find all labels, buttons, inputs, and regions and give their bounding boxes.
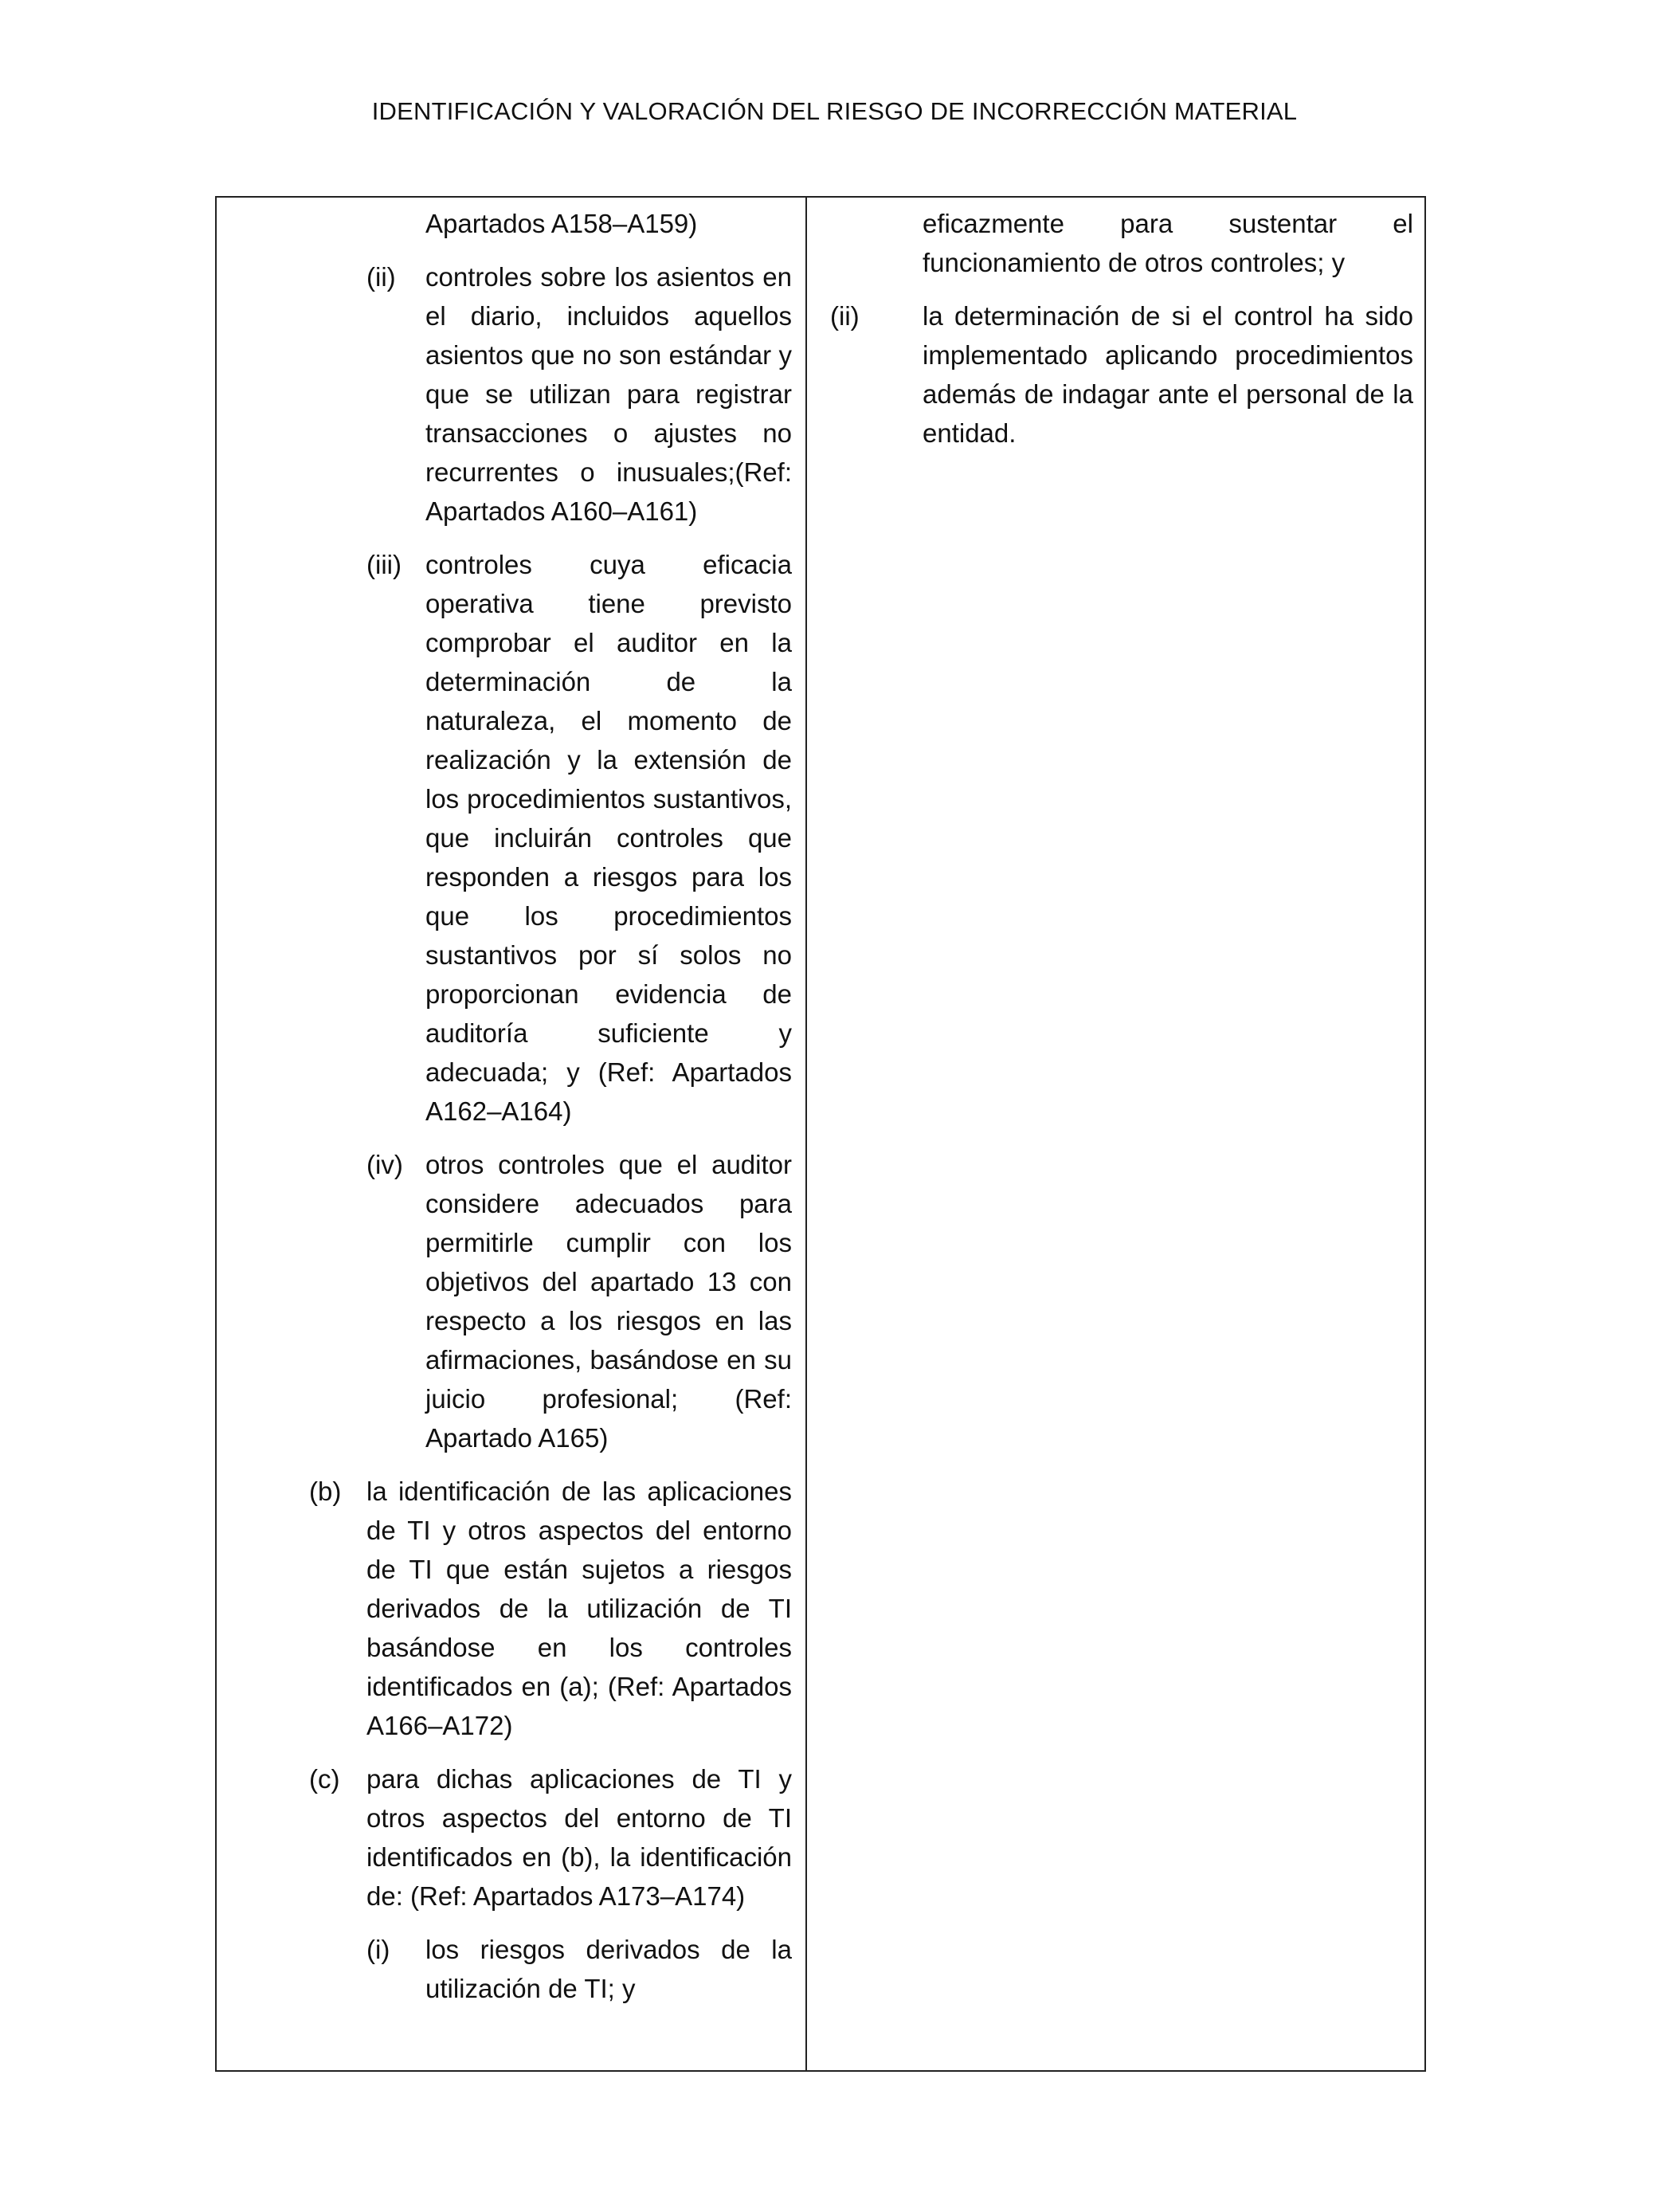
sub-item-ii [366, 257, 792, 531]
item-marker: (b) [309, 1477, 342, 1506]
page-header-title: IDENTIFICACIÓN Y VALORACIÓN DEL RIESGO DE INCORRECCIÓN MATERIAL [371, 97, 1298, 125]
continuation-text: Apartados A158–A159) [425, 209, 698, 238]
two-column-table [215, 196, 1426, 2072]
sub-item-c-i [366, 1930, 792, 2008]
item-marker: (iv) [366, 1150, 403, 1179]
right-column [830, 204, 1413, 467]
item-text: otros controles que el auditor considere adecuados para permitirle cumplir con los objetivos del apartado 13 con respecto a los riesgos en las afirmaciones, basándose en su juicio profesional; (Ref: Apartado A165) [425, 1150, 792, 1453]
column-divider [805, 198, 807, 2070]
item-marker: (ii) [830, 301, 860, 331]
continuation-text: eficazmente para sustentar el funcionamiento de otros controles; y [923, 209, 1413, 277]
item-marker: (iii) [366, 550, 402, 579]
item-marker: (c) [309, 1764, 340, 1794]
item-text: para dichas aplicaciones de TI y otros aspectos del entorno de TI identificados en (b), la identificación de: (Ref: Apartados A173–A174) [366, 1764, 792, 1911]
sub-item-iii [366, 545, 792, 1131]
item-text: la identificación de las aplicaciones de TI y otros aspectos del entorno de TI que están sujetos a riesgos derivados de la utilización de TI basándose en los controles identificados en (a); (Ref: Apartados A166–A172) [366, 1477, 792, 1740]
item-c [309, 1759, 792, 1916]
item-marker: (ii) [366, 262, 396, 292]
item-marker: (i) [366, 1935, 390, 1964]
item-text: los riesgos derivados de la utilización de TI; y [425, 1935, 792, 2003]
left-column [309, 204, 792, 2022]
item-b [309, 1472, 792, 1745]
item-text: controles sobre los asientos en el diario, incluidos aquellos asientos que no son estándar y que se utilizan para registrar transacciones o ajustes no recurrentes o inusuales;(Ref: Apartados A160–A161) [425, 262, 792, 526]
sub-item-iv [366, 1145, 792, 1457]
item-text: controles cuya eficacia operativa tiene previsto comprobar el auditor en la determinación de la naturaleza, el momento de realización y la extensión de los procedimientos sustantivos, que incluirán controles que responden a riesgos para los que los procedimientos sustantivos por sí solos no proporcionan evidencia de auditoría suficiente y adecuada; y (Ref: Apartados A162–A164) [425, 550, 792, 1126]
item-text: la determinación de si el control ha sido implementado aplicando procedimientos además de indagar ante el personal de la entidad. [923, 301, 1413, 448]
right-item-ii [830, 296, 1413, 453]
